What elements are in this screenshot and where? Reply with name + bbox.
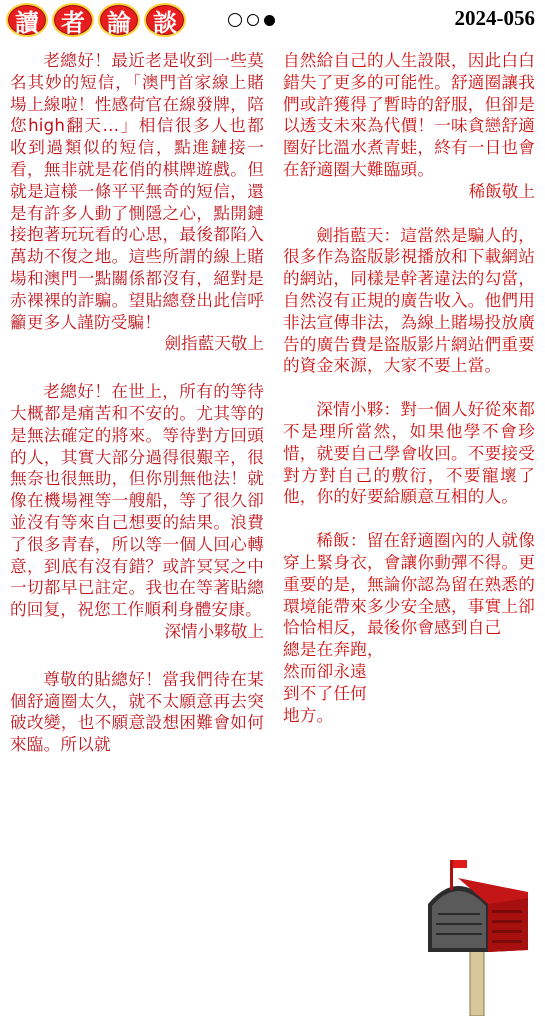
reply-text: 深情小夥：對一個人好從來都不是理所當然，如果他學不會珍惜，就要自己學會收回。不要接受對方對自己的敷衍，不要寵壞了他，你的好要給願意互相的人。 — [283, 400, 535, 507]
reply-text-line: 然而卻永遠 — [283, 661, 367, 681]
filled-circle-icon — [264, 15, 275, 26]
reply-text-line: 到不了任何 — [283, 683, 367, 703]
column-title-badges — [6, 3, 186, 37]
letter-signature: 稀飯敬上 — [468, 181, 535, 201]
reply-text: 稀飯：留在舒適圈內的人就像穿上緊身衣，會讓你動彈不得。更重要的是，無論你認為留在熟悉的環境能帶來多少安全感，事實上卻恰恰相反，最後你會感到自己 — [283, 531, 535, 638]
letter-signature: 劍指藍天敬上 — [164, 334, 264, 354]
left-column — [10, 50, 264, 756]
title-badge: 讀 — [6, 3, 48, 37]
letter-text: 老總好！最近老是收到一些莫名其妙的短信，「澳門首家線上賭場上線啦！性感荷官在線發牌，陪您high翻天…」相信很多人也都收到過類似的短信，點進鏈接一看，無非就是花俏的棋牌遊戲。但就是這樣一條平平無奇的短信，還是有許多人動了惻隱之心，點開鏈接抱著玩玩看的心思，最後都陷入萬劫不復之地。這些所謂的線上賭場和澳門一點關係都沒有，絕對是赤裸裸的詐騙。望貼總登出此信呼籲更多人謹防受騙！ — [10, 51, 264, 332]
open-circle-icon — [247, 14, 259, 26]
mailbox-icon — [418, 858, 540, 1016]
reply-text-line: 總是在奔跑， — [283, 640, 384, 660]
title-badge: 者 — [52, 3, 94, 37]
title-badge: 談 — [144, 3, 186, 37]
title-badge: 論 — [98, 3, 140, 37]
right-column — [283, 50, 535, 726]
issue-number: 2024-056 — [454, 6, 535, 30]
decorative-dots — [228, 13, 275, 27]
letter-text-continued: 自然給自己的人生設限，因此白白錯失了更多的可能性。舒適圈讓我們或許獲得了暫時的舒服，但卻是以透支未來為代價！一味貪戀舒適圈好比溫水煮青蛙，終有一日也會在舒適圈大難臨頭。 — [283, 51, 535, 179]
open-circle-icon — [228, 13, 242, 27]
letter-text: 尊敬的貼總好！當我們待在某個舒適圈太久，就不太願意再去突破改變，也不願意設想困難會如何來臨。所以就 — [10, 669, 264, 755]
reply-text: 劍指藍天：這當然是騙人的，很多作為盜版影視播放和下載網站的網站，同樣是幹著違法的勾當，自然沒有正規的廣告收入。他們用非法宣傳非法，為線上賭場投放廣告的廣告費是盜版影片網站們重要的資金來源，大家不要上當。 — [283, 225, 535, 376]
header — [0, 0, 545, 40]
reply-text-line: 地方。 — [283, 705, 334, 725]
letter-signature: 深情小夥敬上 — [164, 621, 264, 641]
letter-text: 老總好！在世上，所有的等待大概都是痛苦和不安的。尤其等的是無法確定的將來。等待對方回頭的人，其實大部分過得很艱辛，很無奈也很無助，但你別無他法！就像在機場裡等一艘船，等了很久卻並沒有等來自己想要的結果。浪費了很多青春，所以等一個人回心轉意，到底有沒有錯？或許冥冥之中一切都早已註定。我也在等著貼總的回复，祝您工作順利身體安康。 — [10, 382, 264, 620]
